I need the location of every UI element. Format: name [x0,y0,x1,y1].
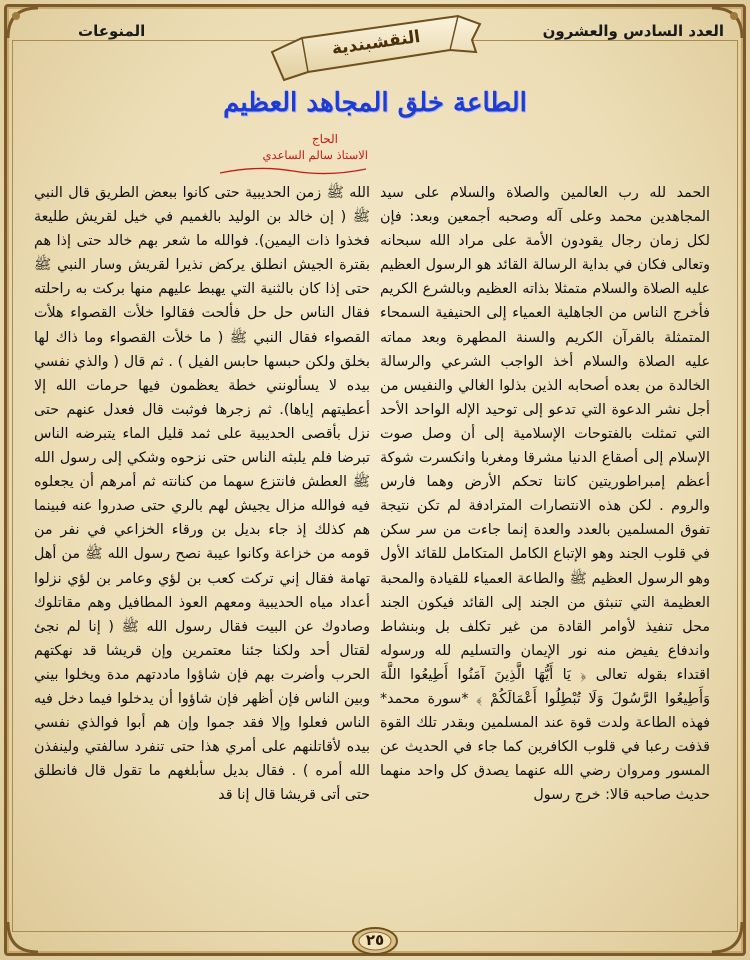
author-flourish-icon [218,163,368,177]
ribbon-banner [262,0,490,86]
article-column-left [34,181,370,921]
article-body-left: الله ﷺ زمن الحديبية حتى كانوا ببعض الطريق قال النبي ﷺ ( إن خالد بن الوليد بالغميم في خيل لقريش طليعة فخذوا ذات اليمين). فوالله ما شعر بهم خالد حتى إذا هم بقترة الجيش انطلق يركض نذيرا لقريش وسار النبي ﷺ حتى إذا كان بالثنية التي يهبط عليهم منها بركت به راحلته فقال الناس حل حل فألحت فقالوا خلأت القصواء هلأت القصواء فقال النبي ﷺ ( ما خلأت القصواء وما ذاك لها بخلق ولكن حبسها حابس الفيل ) . ثم قال ( والذي نفسي بيده لا يسألونني خطة يعظمون فيها حرمات الله إلا أعطيتهم إياها). ثم زجرها فوثبت قال فعدل عنهم حتى نزل بأقصى الحديبية على ثمد قليل الماء يتبرضه الناس تبرضا فلم يلبثه الناس حتى نزحوه وشكي إلى رسول الله ﷺ العطش فانتزع سهما من كنانته ثم أمرهم أن يجعلوه فيه فوالله مزال يجيش لهم بالري حتى صدروا عنه فبينما هم كذلك إذ جاء بديل بن ورقاء الخزاعي في نفر من قومه من خزاعة وكانوا عيبة نصح رسول الله ﷺ من أهل تهامة فقال إني تركت كعب بن لؤي وعامر بن لؤي نزلوا أعداد مياه الحديبية ومعهم العوذ المطافيل وهم مقاتلوك وصادوك عن البيت فقال رسول الله ﷺ ( إنا لم نجئ لقتال أحد ولكنا جئنا معتمرين وإن قريشا قد نهكتهم الحرب وأضرت بهم فإن شاؤوا ماددتهم مدة ويخلوا بيني وبين الناس فإن أظهر فإن شاؤوا أن يدخلوا فيما دخل فيه الناس فعلوا وإلا فقد جموا وإن هم أبوا فوالذي نفسي بيده لأقاتلنهم على أمري هذا حتى تنفرد سالفتي ولينفذن الله أمره ) . فقال بديل سأبلغهم ما تقول قال فانطلق حتى أتى قريشا قال إنا قد [34,185,370,804]
article-column-right [380,181,710,921]
article-title: الطاعة خلق المجاهد العظيم [223,88,527,118]
section-label: المنوعات [78,22,146,40]
page-number: ٢٥ [365,931,385,949]
article-body-right: الحمد لله رب العالمين والصلاة والسلام على سيد المجاهدين محمد وعلى آله وصحبه أجمعين وبعد: فإن لكل زمان رجال يقودون الأمة على مراد الله سبحانه وتعالى فكان في بداية الرسالة القائد هو الرسول العظيم عليه الصلاة والسلام متمثلا بذاته العظيم وبالشرع الكريم فأخرج الناس من الجاهلية العمياء إلى الحنيفية السمحاء المتمثلة بالقرآن الكريم والسنة المطهرة وبعد مماته عليه الصلاة والسلام أخذ الواجب الشرعي والرسالة الخالدة من بعده أصحابه الذين بذلوا الغالي والنفيس من أجل نشر الدعوة التي تدعو إلى توحيد الإله الواحد الأحد التي تمثلت بالفتوحات الإسلامية إلى أن وصل صوت الإسلام إلى أصقاع الدنيا مشرقا ومغربا وانكسرت شوكة أعظم إمبراطوريتين كانتا تحكم الأرض وهما فارس والروم . لكن هذه الانتصارات المترادفة لم تكن نتيجة تفوق المسلمين بالعدد والعدة إنما جاءت من سر سكن في قلوب الجند وهو الإتباع الكامل المتكامل للقائد الأول وهو الرسول العظيم ﷺ والطاعة العمياء للقيادة والمحبة العظيمة التي تنبثق من الجند إلى القائد فيكون الجند محل تنفيذ لأوامر القادة من غير تكلف بل وبنشاط واندفاع يفيض منه نور الإيمان والتسليم لله ورسوله اقتداء بقوله تعالى ﴿ يَا أَيُّهَا الَّذِينَ آمَنُوا أَطِيعُوا اللَّهَ وَأَطِيعُوا الرَّسُولَ وَلَا تُبْطِلُوا أَعْمَالَكُمْ ﴾ *سورة محمد* فهذه الطاعة ولدت قوة عند المسلمين وبقدر تلك القوة قذفت رعبا في قلوب الكافرين كما جاء في الحديث عن المسور ومروان رضي الله عنهما يصدق كل واحد منهما حديث صاحبه قالا: خرج رسول [380,185,710,804]
corner-ornament-icon [710,920,744,954]
corner-ornament-icon [6,920,40,954]
author-block [128,132,368,181]
issue-label: العدد السادس والعشرون [542,22,724,40]
page-number-badge [340,924,410,956]
author-role: الحاج [311,132,338,146]
author-name: الاستاذ سالم الساعدي [262,148,368,162]
ribbon-label: النقشبندية [330,26,422,60]
